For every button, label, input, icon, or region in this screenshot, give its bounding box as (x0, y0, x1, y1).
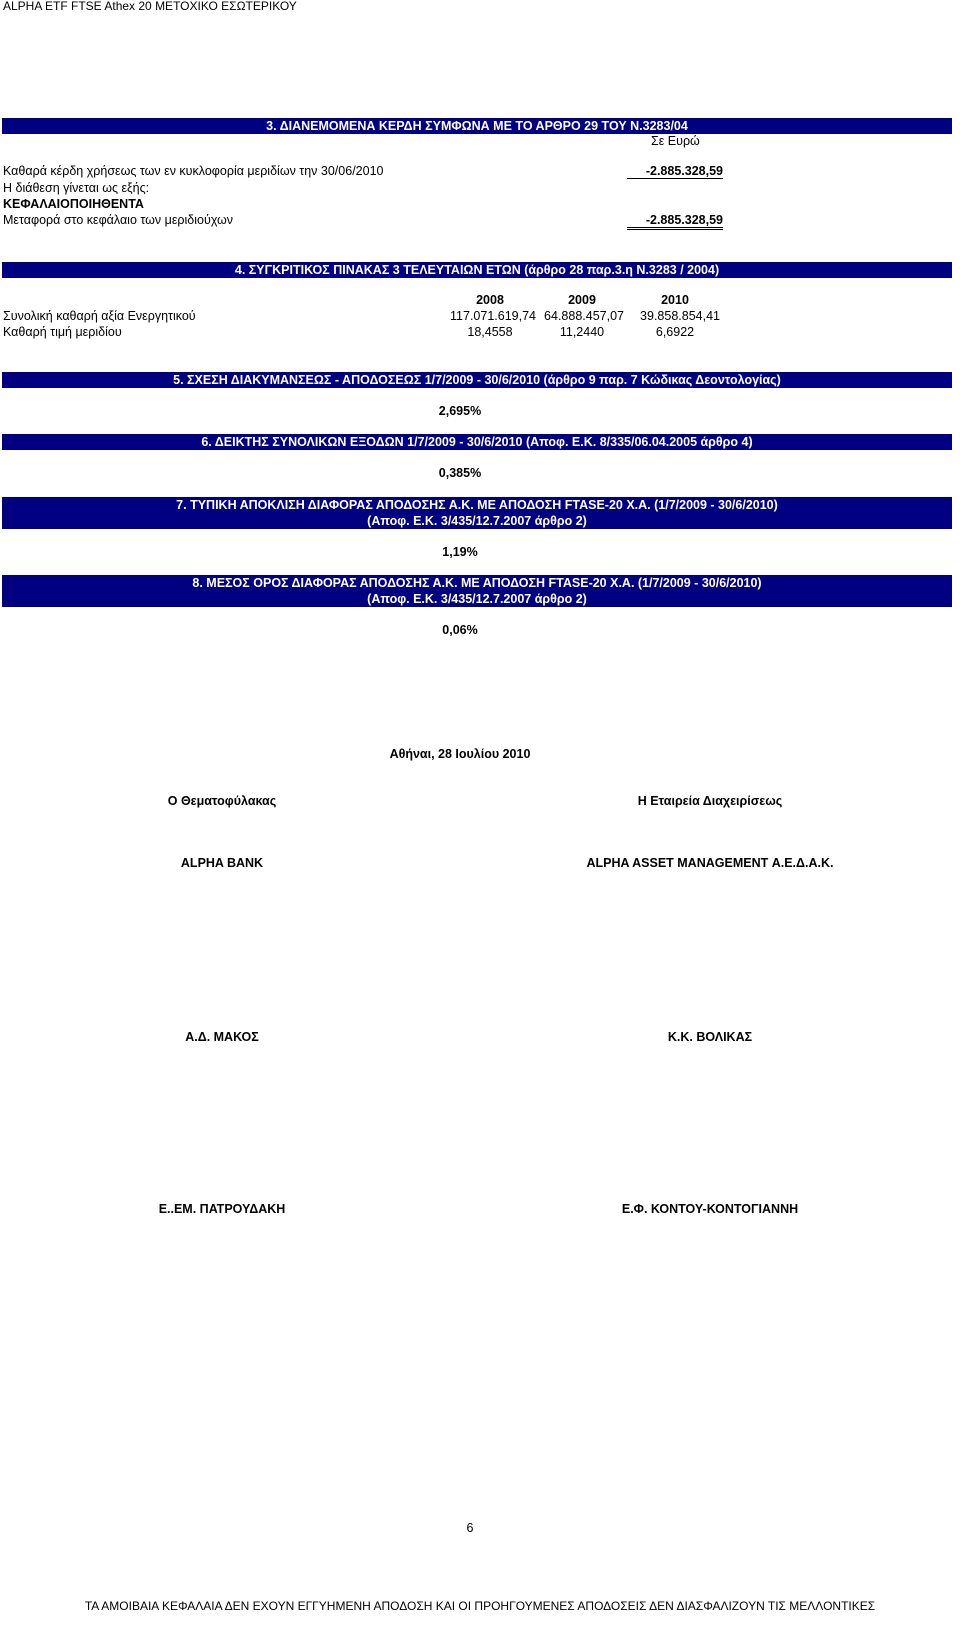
total-nav-label: Συνολική καθαρή αξία Ενεργητικού (3, 309, 196, 323)
management-company-role: Η Εταιρεία Διαχειρίσεως (637, 794, 783, 808)
page-number: 6 (466, 1521, 474, 1535)
year-2009: 2009 (568, 293, 596, 307)
unit-price-label: Καθαρή τιμή μεριδίου (3, 325, 122, 339)
section-8-title (2, 575, 952, 607)
section-6-title: 6. ΔΕΙΚΤΗΣ ΣΥΝΟΛΙΚΩΝ ΕΞΟΔΩΝ 1/7/2009 - 30/6/2010 (Αποφ. Ε.Κ. 8/335/06.04.2005 άρθρο 4) (2, 434, 952, 450)
volatility-return-value: 2,695% (438, 404, 482, 418)
disposal-label: Η διάθεση γίνεται ως εξής: (3, 181, 150, 195)
signatory-kontou: Ε.Φ. ΚΟΝΤΟΥ-ΚΟΝΤΟΓΙΑΝΝΗ (621, 1202, 799, 1216)
footer-disclaimer: ΤΑ ΑΜΟΙΒΑΙΑ ΚΕΦΑΛΑΙΑ ΔΕΝ ΕΧΟΥΝ ΕΓΓΥΗΜΕΝΗ ΑΠΟΔΟΣΗ ΚΑΙ ΟΙ ΠΡΟΗΓΟΥΜΕΝΕΣ ΑΠΟΔΟΣΕΙΣ ΔΕΝ ΔΙΑΣΦΑΛΙΖΟΥΝ ΤΙΣ ΜΕΛΛΟΝΤΙΚΕΣ (84, 1599, 876, 1613)
section-8-title-line2: (Αποφ. Ε.Κ. 3/435/12.7.2007 άρθρο 2) (367, 592, 587, 606)
unit-price-2008: 18,4558 (467, 325, 513, 339)
total-nav-2010: 39.858.854,41 (640, 309, 720, 323)
total-expense-ratio-value: 0,385% (438, 466, 482, 480)
place-date: Αθήναι, 28 Ιουλίου 2010 (389, 747, 531, 761)
management-company-org: ALPHA ASSET MANAGEMENT Α.Ε.Δ.Α.Κ. (586, 856, 834, 870)
section-7-title-line1: 7. ΤΥΠΙΚΗ ΑΠΟΚΛΙΣΗ ΔΙΑΦΟΡΑΣ ΑΠΟΔΟΣΗΣ Α.Κ. ΜΕ ΑΠΟΔΟΣΗ FTASE-20 Χ.Α. (1/7/2009 - 30/6/2010) (176, 498, 778, 512)
year-2010: 2010 (661, 293, 689, 307)
section-5-title: 5. ΣΧΕΣΗ ΔΙΑΚΥΜΑΝΣΕΩΣ - ΑΠΟΔΟΣΕΩΣ 1/7/2009 - 30/6/2010 (άρθρο 9 παρ. 7 Κώδικας Δεοντολογίας) (2, 372, 952, 388)
unit-price-2010: 6,6922 (655, 325, 695, 339)
section-7-title (2, 497, 952, 529)
section-4-title: 4. ΣΥΓΚΡΙΤΙΚΟΣ ΠΙΝΑΚΑΣ 3 ΤΕΛΕΥΤΑΙΩΝ ΕΤΩΝ (άρθρο 28 παρ.3.η Ν.3283 / 2004) (2, 262, 952, 278)
signatory-volikas: Κ.Κ. ΒΟΛΙΚΑΣ (667, 1030, 753, 1044)
year-2008: 2008 (476, 293, 504, 307)
currency-label: Σε Ευρώ (651, 134, 700, 148)
custodian-role: Ο Θεματοφύλακας (167, 794, 277, 808)
signatory-makos: Α.Δ. ΜΑΚΟΣ (185, 1030, 259, 1044)
section-8-title-line1: 8. ΜΕΣΟΣ ΟΡΟΣ ΔΙΑΦΟΡΑΣ ΑΠΟΔΟΣΗΣ Α.Κ. ΜΕ ΑΠΟΔΟΣΗ FTASE-20 Χ.Α. (1/7/2009 - 30/6/2010) (192, 576, 762, 590)
unit-price-2009: 11,2440 (559, 325, 605, 339)
total-nav-2009: 64.888.457,07 (544, 309, 624, 323)
signatory-patroudaki: Ε..ΕΜ. ΠΑΤΡΟΥΔΑΚΗ (158, 1202, 286, 1216)
net-profit-label: Καθαρά κέρδη χρήσεως των εν κυκλοφορία μεριδίων την 30/06/2010 (3, 164, 384, 178)
capitalized-label: ΚΕΦΑΛΑΙΟΠΟΙΗΘΕΝΤΑ (3, 197, 144, 211)
section-7-title-line2: (Αποφ. Ε.Κ. 3/435/12.7.2007 άρθρο 2) (367, 514, 587, 528)
total-nav-2008: 117.071.619,74 (450, 309, 536, 323)
transfer-label: Μεταφορά στο κεφάλαιο των μεριδιούχων (3, 213, 234, 227)
custodian-org: ALPHA BANK (180, 856, 264, 870)
section-3-title: 3. ΔΙΑΝΕΜΟΜΕΝΑ ΚΕΡΔΗ ΣΥΜΦΩΝΑ ΜΕ ΤΟ ΑΡΘΡΟ 29 ΤΟΥ Ν.3283/04 (2, 118, 952, 134)
transfer-value: -2.885.328,59 (627, 213, 723, 230)
net-profit-value: -2.885.328,59 (627, 164, 723, 179)
average-difference-value: 0,06% (442, 623, 478, 637)
tracking-error-value: 1,19% (442, 545, 478, 559)
document-header: ALPHA ETF FTSE Athex 20 ΜΕΤΟΧΙΚΟ ΕΣΩΤΕΡΙΚΟΥ (3, 0, 297, 13)
